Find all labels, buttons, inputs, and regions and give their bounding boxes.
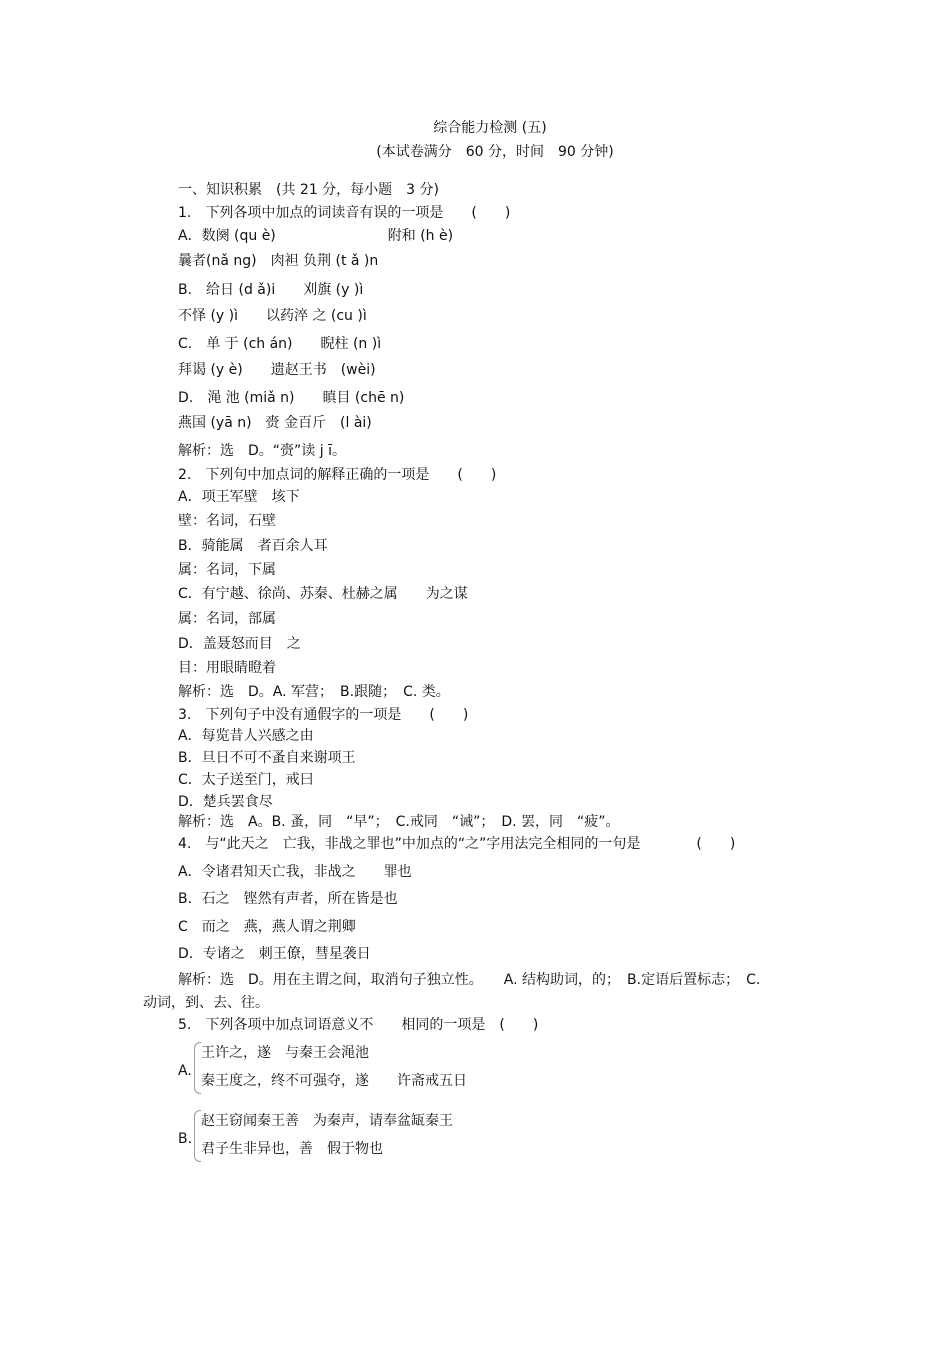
- q4-option-a: A．令诸君知天亡我，非战之 罪也: [178, 864, 412, 880]
- section-heading: 一、知识积累 (共 21 分，每小题 3 分): [178, 182, 439, 198]
- q1-option-d: D. 渑 池 (miǎ n) 瞋目 (chē n): [178, 390, 405, 406]
- q1-option-b: B. 给日 (d ǎ)i 刈旗 (y )ì: [178, 282, 364, 298]
- q2-analysis: 解析：选 D。A. 军营； B.跟随； C. 类。: [178, 684, 450, 700]
- q5-option-b-label: B.: [178, 1131, 193, 1147]
- q4-option-c: C 而之 燕，燕人谓之荆卿: [178, 919, 356, 935]
- q4-option-b: B．石之 铿然有声者，所在皆是也: [178, 891, 398, 907]
- question-4: 4. 与“此天之 亡我，非战之罪也”中加点的“之”字用法完全相同的一句是 ( ): [178, 836, 736, 852]
- q3-option-b: B．旦日不可不蚤自来谢项王: [178, 750, 356, 766]
- question-1: 1. 下列各项中加点的词读音有误的一项是 ( ): [178, 205, 511, 221]
- q3-option-a: A．每览昔人兴感之由: [178, 728, 314, 744]
- q5-option-b-brace: [194, 1110, 201, 1162]
- q3-option-c: C．太子送至门，戒曰: [178, 772, 314, 788]
- q2-option-c-note: 属：名词，部属: [178, 611, 276, 627]
- q5-option-a-line-2: 秦王度之，终不可强夺，遂 许斋戒五日: [201, 1073, 467, 1089]
- q2-option-b: B．骑能属 者百余人耳: [178, 538, 328, 554]
- q4-analysis: 解析：选 D。用在主谓之间，取消句子独立性。 A. 结构助词，的； B.定语后置标志； C.: [178, 972, 761, 988]
- question-3: 3. 下列句子中没有通假字的一项是 ( ): [178, 707, 469, 723]
- q1-option-a: A．数阕 (qu è) 附和 (h è): [178, 228, 454, 244]
- q5-option-b-line-2: 君子生非异也，善 假于物也: [201, 1141, 383, 1157]
- q1-option-a-cont: 曩者(nǎ ng) 肉袒 负荆 (t ǎ )n: [178, 253, 379, 269]
- q1-option-c: C. 单 于 (ch án) 睨柱 (n )ì: [178, 336, 382, 352]
- q5-option-a-line-1: 王许之，遂 与秦王会渑池: [201, 1045, 369, 1061]
- page-title: 综合能力检测 (五): [433, 120, 547, 136]
- q1-analysis: 解析：选 D。“赍”读 j ī。: [178, 443, 346, 459]
- q2-option-b-note: 属：名词，下属: [178, 562, 276, 578]
- q5-option-a-brace: [194, 1042, 201, 1094]
- q2-option-d: D．盖聂怒而目 之: [178, 636, 301, 652]
- q5-option-a-label: A.: [178, 1063, 192, 1079]
- q2-option-a: A．项王军壁 垓下: [178, 489, 300, 505]
- q1-option-b-cont: 不怿 (y )ì 以药淬 之 (cu )ì: [178, 308, 367, 324]
- page-subtitle: (本试卷满分 60 分，时间 90 分钟): [376, 144, 614, 160]
- q1-option-d-cont: 燕国 (yā n) 赍 金百斤 (l ài): [178, 415, 372, 431]
- q2-option-a-note: 壁：名词，石壁: [178, 513, 276, 529]
- question-2: 2. 下列句中加点词的解释正确的一项是 ( ): [178, 467, 497, 483]
- q4-option-d: D．专诸之 刺王僚，彗星袭日: [178, 946, 371, 962]
- q1-option-c-cont: 拜谒 (y è) 遗赵王书 (wèi): [178, 362, 376, 378]
- q2-option-c: C．有宁越、徐尚、苏秦、杜赫之属 为之谋: [178, 586, 468, 602]
- q3-analysis: 解析：选 A。B. 蚤，同 “早”； C.戒同 “诫”； D. 罢，同 “疲”。: [178, 814, 620, 830]
- q3-option-d: D．楚兵罢食尽: [178, 794, 273, 810]
- q4-analysis-cont: 动词，到、去、往。: [143, 995, 269, 1011]
- q2-option-d-note: 目：用眼睛瞪着: [178, 660, 276, 676]
- question-5: 5. 下列各项中加点词语意义不 相同的一项是 ( ): [178, 1017, 539, 1033]
- q5-option-b-line-1: 赵王窃闻秦王善 为秦声，请奉盆缻秦王: [201, 1113, 453, 1129]
